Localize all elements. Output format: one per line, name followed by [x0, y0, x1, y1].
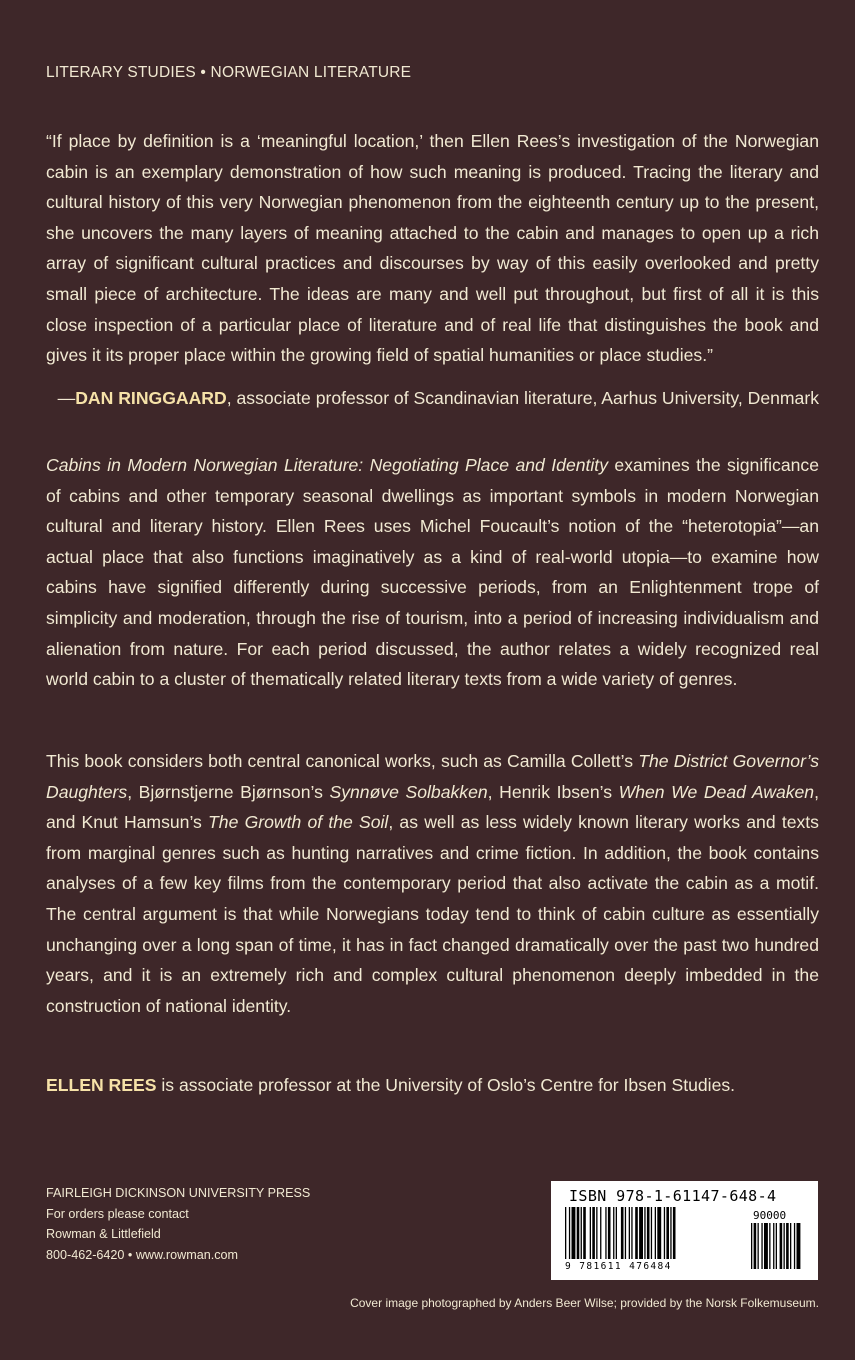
barcode-bar — [625, 1207, 626, 1259]
barcode-bar — [605, 1207, 606, 1259]
barcode-bar — [608, 1207, 611, 1259]
addon-bar — [790, 1223, 791, 1269]
description-2-text: , Henrik Ibsen’s — [487, 781, 619, 802]
addon-bar — [784, 1223, 785, 1269]
book-title: Cabins in Modern Norwegian Literature: Negotiating Place and Identity — [46, 455, 608, 475]
barcode-bar — [565, 1207, 566, 1259]
work-title: Synnøve Solbakken — [329, 781, 488, 802]
work-title: The District Governor’s Daughters — [46, 751, 819, 802]
endorser-affiliation: , associate professor of Scandinavian literature, Aarhus University, Denmark — [226, 388, 819, 408]
barcode-bar — [592, 1207, 595, 1259]
barcode-bar — [621, 1207, 624, 1259]
author-bio — [46, 1070, 819, 1101]
barcode-bar — [670, 1207, 671, 1259]
barcode-bar — [596, 1207, 597, 1259]
contact-line: 800-462-6420 • www.rowman.com — [46, 1247, 239, 1262]
addon-bar — [769, 1223, 770, 1269]
work-title: The Growth of the Soil — [208, 812, 389, 833]
barcode-bar — [572, 1207, 576, 1259]
addon-bar — [754, 1223, 757, 1269]
barcode-bar — [666, 1207, 669, 1259]
barcode-bar — [600, 1207, 601, 1259]
barcode-bar — [673, 1207, 676, 1259]
addon-bar — [786, 1223, 789, 1269]
endorser-name: DAN RINGGAARD — [75, 388, 227, 408]
addon-bar — [751, 1223, 752, 1269]
endorsement-quote: “If place by definition is a ‘meaningful location,’ then Ellen Rees’s investigation of the Norwegian cabin is an exemplary demonstration of how such meaning is produced. Tracing the literary and cultural history of this very Norwegian phenomenon from the eighteenth century up to the present, she uncovers the many layers of meaning attached to the cabin and manages to open up a rich array of significant cultural practices and discourses by way of this easily overlooked and pretty small piece of architecture. The ideas are many and well put throughout, but first of all it is this close inspection of a particular place of literature and of real life that distinguishes the book and gives it its proper place within the growing field of spatial humanities or place studies.” — [46, 131, 819, 366]
barcode-bar — [616, 1207, 617, 1259]
description-2-text: , and Knut Hamsun’s — [46, 781, 819, 833]
attribution-dash: — — [57, 388, 76, 408]
barcode-bar — [657, 1207, 661, 1259]
addon-bar — [773, 1223, 774, 1269]
description-2-text: , Bjørnstjerne Bjørnson’s — [127, 781, 330, 802]
publisher-name: FAIRLEIGH DICKINSON UNIVERSITY PRESS — [46, 1186, 311, 1200]
addon-bar — [780, 1223, 783, 1269]
barcode-bar — [577, 1207, 580, 1259]
description-1-text: examines the significance of cabins and other temporary seasonal dwellings as important symbols in modern Norwegian cultural and literary history. Ellen Rees uses Michel Foucault’s notion of the “heterotopia”—an actual place that also functions imaginatively as a kind of real-world utopia—to examine how cabins have signified differently during successive periods, from an Enlightenment trope of simplicity and moderation, through the rise of tourism, into a period of increasing individualism and alienation from nature. For each period discussed, the author relates a widely recognized real world cabin to a cluster of thematically related literary texts from a wide variety of genres. — [46, 455, 819, 690]
price-code: 90000 — [753, 1209, 787, 1222]
barcode-bar — [635, 1207, 638, 1259]
publisher-block — [46, 1183, 310, 1265]
barcode-bar — [569, 1207, 570, 1259]
work-title: When We Dead Awaken — [618, 781, 815, 802]
author-name: ELLEN REES — [46, 1075, 157, 1095]
distributor-name: Rowman & Littlefield — [46, 1227, 161, 1241]
barcode-bar — [664, 1207, 665, 1259]
isbn-text: ISBN 978-1-61147-648-4 — [569, 1187, 777, 1205]
orders-line: For orders please contact — [46, 1206, 189, 1221]
barcode-bar — [651, 1207, 652, 1259]
description-paragraph-1 — [46, 450, 819, 695]
author-bio-text: is associate professor at the University of Oslo’s Centre for Ibsen Studies. — [156, 1075, 736, 1095]
addon-bar — [776, 1223, 777, 1269]
barcode-bar — [631, 1207, 632, 1259]
barcode-bar — [655, 1207, 656, 1259]
cover-image-credit: Cover image photographed by Anders Beer Wilse; provided by the Norsk Folkemuseum. — [350, 1296, 819, 1310]
barcode-bar — [613, 1207, 614, 1259]
description-paragraph-2 — [46, 746, 819, 1021]
category-line: LITERARY STUDIES • NORWEGIAN LITERATURE — [46, 64, 412, 81]
barcode-digits: 9 781611 476484 — [565, 1261, 672, 1272]
isbn-barcode — [551, 1181, 818, 1280]
barcode-bar — [639, 1207, 643, 1259]
description-2-text: , as well as less widely known literary works and texts from marginal genres such as hunting narratives and crime fiction. In addition, the book contains analyses of a few key films from the contemporary period that also activate the cabin as a motif. The central argument is that while Norwegians today tend to think of cabin culture as essentially unchanging over a long span of time, it has in fact changed dramatically over the past two hundred years, and it is an extremely rich and complex cultural phenomenon deeply imbedded in the construction of national identity. — [46, 812, 819, 1016]
addon-bar — [758, 1223, 759, 1269]
addon-bar — [794, 1223, 795, 1269]
barcode-bar — [629, 1207, 630, 1259]
barcode-bar — [647, 1207, 650, 1259]
addon-bar — [764, 1223, 768, 1269]
barcode-bar — [644, 1207, 645, 1259]
addon-bar — [761, 1223, 762, 1269]
barcode-bar — [581, 1207, 582, 1259]
endorsement-attribution — [46, 383, 819, 414]
barcode-bar — [583, 1207, 586, 1259]
barcode-bar — [590, 1207, 591, 1259]
description-2-text: This book considers both central canonical works, such as Camilla Collett’s — [46, 751, 639, 771]
addon-bar — [797, 1223, 801, 1269]
